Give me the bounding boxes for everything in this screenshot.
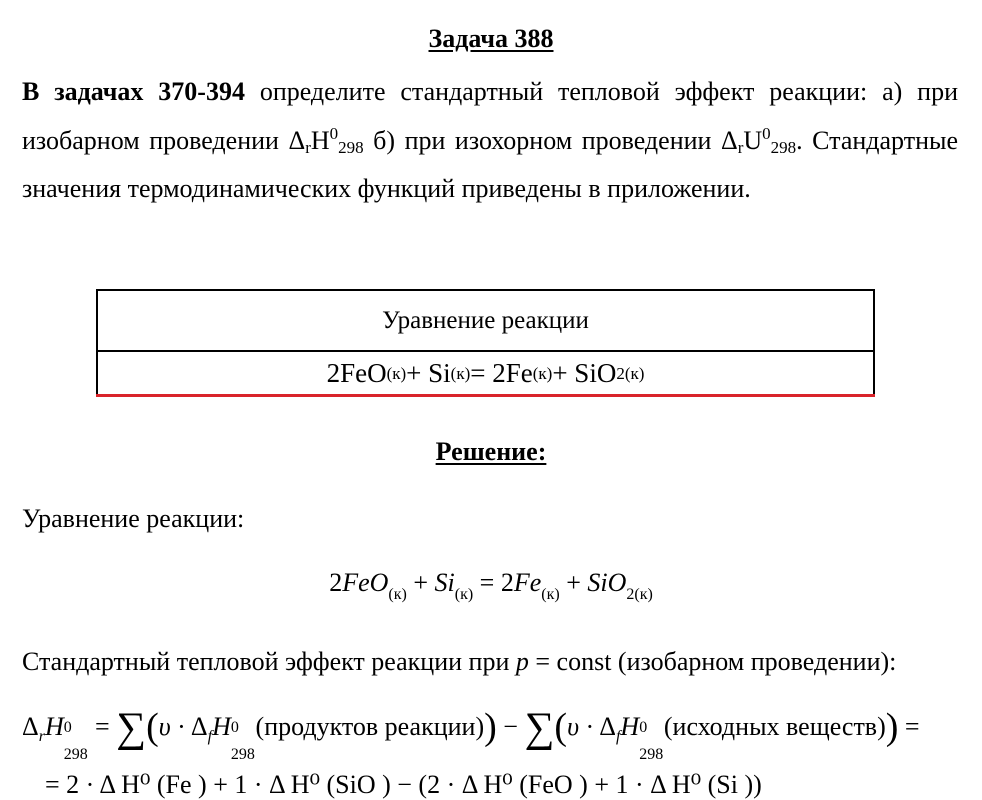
standard-sup-2: 0 bbox=[762, 123, 771, 143]
eq-species: FeO bbox=[342, 568, 389, 597]
internal-energy-symbol: U bbox=[743, 125, 763, 155]
formula-continuation-cut: = 2 · Δ H⁰ (Fe ) + 1 · Δ H⁰ (SiO ) − (2 · Δ H⁰ (FeO ) + 1 · Δ H⁰ (Si )) bbox=[45, 770, 762, 799]
const-text-after: = const (изобарном проведении): bbox=[528, 647, 897, 676]
temperature-sub-2: 298 bbox=[770, 137, 797, 157]
standard-sup-1: 0 bbox=[329, 123, 339, 143]
eq-species: Si bbox=[434, 568, 455, 597]
table-reaction-cell: 2FeO (к) + Si (к) = 2Fe (к) + SiO 2(к) bbox=[326, 358, 645, 388]
red-underline bbox=[96, 394, 875, 397]
problem-title: Задача 388 bbox=[428, 24, 554, 53]
reaction-part: + Si bbox=[406, 358, 451, 388]
f-sub: f bbox=[207, 728, 213, 745]
right-paren: ) bbox=[484, 706, 497, 748]
delta-symbol: Δ bbox=[599, 712, 616, 741]
temperature-sub: 298 bbox=[63, 746, 88, 763]
eq-phase: 2(к) bbox=[626, 586, 653, 603]
temperature-sub-1: 298 bbox=[338, 137, 364, 157]
r-sub: r bbox=[38, 728, 45, 745]
eq-coef: 2 bbox=[329, 568, 343, 597]
reaction-part: = 2Fe bbox=[470, 358, 533, 388]
hess-formula bbox=[22, 705, 977, 763]
enthalpy-symbol: H bbox=[310, 125, 330, 155]
const-text-before: Стандартный тепловой эффект реакции при bbox=[22, 647, 516, 676]
eq-op: + bbox=[406, 568, 435, 597]
eq-phase: (к) bbox=[541, 586, 560, 603]
dot-operator: · bbox=[579, 712, 600, 741]
left-paren: ( bbox=[146, 706, 159, 748]
f-sub: f bbox=[615, 728, 621, 745]
equation-label: Уравнение реакции: bbox=[22, 504, 245, 533]
solution-heading: Решение: bbox=[435, 437, 547, 466]
nu-symbol: υ bbox=[158, 712, 171, 741]
right-paren: ) bbox=[885, 706, 899, 748]
eq-phase: (к) bbox=[388, 586, 407, 603]
eq-species: SiO bbox=[587, 568, 627, 597]
reaction-part: 2FeO bbox=[326, 358, 387, 388]
standard-sup: 0 bbox=[639, 719, 648, 736]
delta-r-sub-2: r bbox=[737, 137, 744, 157]
problem-text-3: . Стандартные значения термодинамических функций приведены в приложении. bbox=[22, 125, 959, 203]
enthalpy-symbol: H bbox=[44, 712, 64, 741]
enthalpy-symbol: H bbox=[620, 712, 640, 741]
reaction-equation bbox=[0, 568, 982, 603]
sum-symbol: ∑ bbox=[116, 705, 147, 751]
standard-sup: 0 bbox=[63, 719, 72, 736]
problem-text-1: определите стандартный тепловой эффект реакции: а) при изобарном проведении Δ bbox=[22, 77, 958, 155]
eq-op: + bbox=[559, 568, 588, 597]
temperature-sub: 298 bbox=[230, 746, 255, 763]
table-header: Уравнение реакции bbox=[98, 291, 873, 352]
delta-symbol: Δ bbox=[22, 712, 39, 741]
standard-sup: 0 bbox=[230, 719, 239, 736]
eq-species: Fe bbox=[513, 568, 542, 597]
dot-operator: · bbox=[170, 712, 191, 741]
reaction-part: + SiO bbox=[552, 358, 617, 388]
problem-lead: В задачах 370-394 bbox=[22, 77, 245, 106]
equals-sign-end: = bbox=[898, 712, 920, 741]
minus-sign: − bbox=[496, 712, 525, 741]
enthalpy-symbol: H bbox=[212, 712, 231, 741]
problem-text-2: б) при изохорном проведении Δ bbox=[363, 125, 738, 155]
delta-symbol: Δ bbox=[190, 712, 208, 741]
reactants-text: (исходных веществ) bbox=[663, 712, 886, 741]
left-paren: ( bbox=[554, 706, 568, 748]
reaction-table bbox=[96, 289, 875, 396]
equals-sign: = bbox=[88, 712, 117, 741]
eq-op: = 2 bbox=[473, 568, 514, 597]
pressure-symbol: p bbox=[515, 647, 529, 676]
temperature-sub: 298 bbox=[639, 746, 664, 763]
const-pressure-line bbox=[22, 647, 896, 677]
problem-statement bbox=[22, 68, 958, 214]
products-text: (продуктов реакции) bbox=[255, 712, 485, 741]
nu-symbol: υ bbox=[567, 712, 579, 741]
sum-symbol: ∑ bbox=[524, 705, 555, 751]
delta-r-sub-1: r bbox=[305, 137, 311, 157]
eq-phase: (к) bbox=[454, 586, 474, 603]
